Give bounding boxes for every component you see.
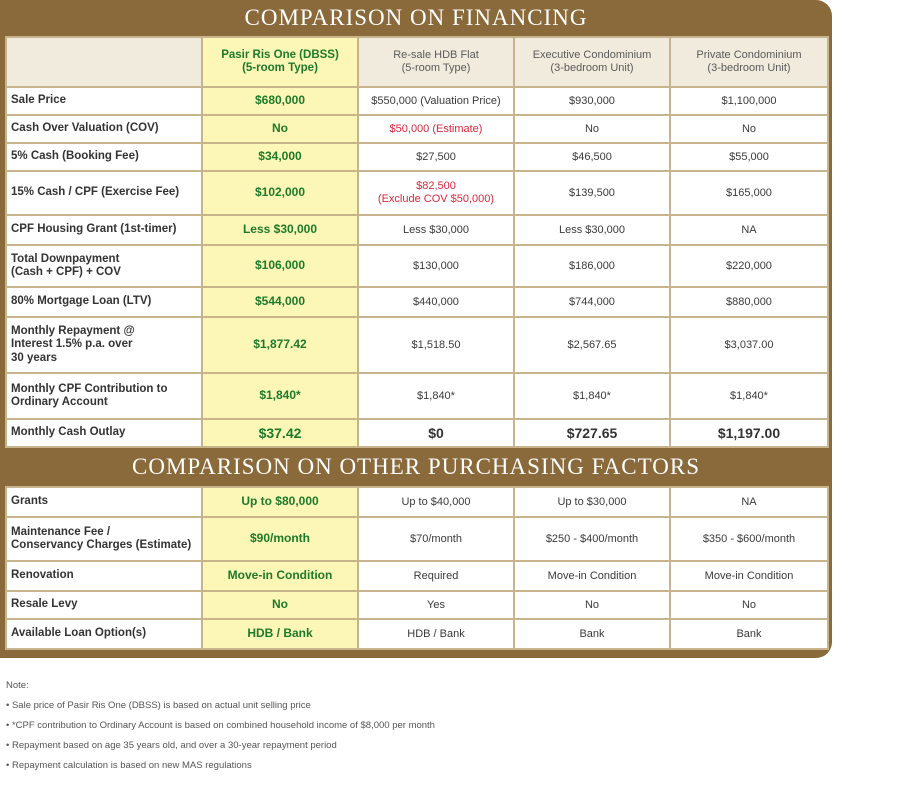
cell-value: $930,000 <box>514 87 670 115</box>
row-label: 15% Cash / CPF (Exercise Fee) <box>6 171 202 215</box>
cell-value: Less $30,000 <box>358 215 514 245</box>
row-label: Grants <box>6 487 202 517</box>
table-row <box>6 215 828 245</box>
row-label: Renovation <box>6 561 202 591</box>
notes-section <box>6 676 435 776</box>
cell-value: $250 - $400/month <box>514 517 670 561</box>
cell-value: $82,500 (Exclude COV $50,000) <box>358 171 514 215</box>
cell-value: $34,000 <box>202 143 358 171</box>
cell-value: $186,000 <box>514 245 670 287</box>
cell-value: Move-in Condition <box>670 561 828 591</box>
financing-table <box>5 36 829 448</box>
row-label: Monthly CPF Contribution to Ordinary Account <box>6 373 202 419</box>
cell-value: $46,500 <box>514 143 670 171</box>
cell-value: $880,000 <box>670 287 828 317</box>
row-label: 80% Mortgage Loan (LTV) <box>6 287 202 317</box>
note-item: • *CPF contribution to Ordinary Account is based on combined household income of $8,000 per month <box>6 720 435 731</box>
cell-value: No <box>670 591 828 619</box>
table-row <box>6 245 828 287</box>
cell-value: $3,037.00 <box>670 317 828 373</box>
cell-value: No <box>202 115 358 143</box>
cell-value: No <box>670 115 828 143</box>
cell-value: No <box>514 591 670 619</box>
table-row <box>6 287 828 317</box>
table-row <box>6 373 828 419</box>
cell-value: $1,840* <box>358 373 514 419</box>
header-executive-condo: Executive Condominium (3-bedroom Unit) <box>514 37 670 87</box>
cell-value: NA <box>670 215 828 245</box>
table-row <box>6 561 828 591</box>
cell-value: No <box>514 115 670 143</box>
cell-value: $544,000 <box>202 287 358 317</box>
cell-value: $27,500 <box>358 143 514 171</box>
other-factors-table <box>5 486 829 650</box>
cell-value: Up to $30,000 <box>514 487 670 517</box>
cell-value: $139,500 <box>514 171 670 215</box>
table-row <box>6 619 828 649</box>
cell-value: $1,100,000 <box>670 87 828 115</box>
row-label: 5% Cash (Booking Fee) <box>6 143 202 171</box>
row-label: Maintenance Fee / Conservancy Charges (Estimate) <box>6 517 202 561</box>
cell-value: $1,840* <box>670 373 828 419</box>
cell-value: $130,000 <box>358 245 514 287</box>
cell-value: Required <box>358 561 514 591</box>
row-label: Available Loan Option(s) <box>6 619 202 649</box>
cell-value: $55,000 <box>670 143 828 171</box>
note-item: • Sale price of Pasir Ris One (DBSS) is based on actual unit selling price <box>6 700 311 711</box>
cell-value: Move-in Condition <box>202 561 358 591</box>
table-row <box>6 171 828 215</box>
cell-value: $744,000 <box>514 287 670 317</box>
other-factors-title: COMPARISON ON OTHER PURCHASING FACTORS <box>132 454 700 479</box>
cell-value: HDB / Bank <box>202 619 358 649</box>
cell-value: Bank <box>514 619 670 649</box>
row-label: Resale Levy <box>6 591 202 619</box>
table-row <box>6 143 828 171</box>
cell-value: $70/month <box>358 517 514 561</box>
cell-value: Up to $80,000 <box>202 487 358 517</box>
cell-value: $102,000 <box>202 171 358 215</box>
cell-value: $350 - $600/month <box>670 517 828 561</box>
table-row <box>6 87 828 115</box>
note-title: Note: <box>6 680 29 691</box>
cell-value: $0 <box>358 419 514 447</box>
cell-value: HDB / Bank <box>358 619 514 649</box>
note-item: • Repayment calculation is based on new MAS regulations <box>6 760 252 771</box>
header-resale-hdb: Re-sale HDB Flat (5-room Type) <box>358 37 514 87</box>
cell-value: $1,877.42 <box>202 317 358 373</box>
cell-value: $90/month <box>202 517 358 561</box>
cell-value: Yes <box>358 591 514 619</box>
cell-value: $2,567.65 <box>514 317 670 373</box>
cell-value: NA <box>670 487 828 517</box>
cell-value: $1,840* <box>514 373 670 419</box>
header-blank <box>6 37 202 87</box>
table-row <box>6 487 828 517</box>
cell-value: No <box>202 591 358 619</box>
table-row <box>6 115 828 143</box>
cell-value: Move-in Condition <box>514 561 670 591</box>
cell-value: $550,000 (Valuation Price) <box>358 87 514 115</box>
cell-value: $440,000 <box>358 287 514 317</box>
row-label: Total Downpayment (Cash + CPF) + COV <box>6 245 202 287</box>
cell-value: Less $30,000 <box>514 215 670 245</box>
financing-title: COMPARISON ON FINANCING <box>244 5 588 30</box>
table-row <box>6 419 828 447</box>
row-label: CPF Housing Grant (1st-timer) <box>6 215 202 245</box>
row-label: Monthly Cash Outlay <box>6 419 202 447</box>
cell-value: $1,518.50 <box>358 317 514 373</box>
table-row <box>6 591 828 619</box>
cell-value: Up to $40,000 <box>358 487 514 517</box>
cell-value: $50,000 (Estimate) <box>358 115 514 143</box>
cell-value: Bank <box>670 619 828 649</box>
header-private-condo: Private Condominium (3-bedroom Unit) <box>670 37 828 87</box>
cell-value: $727.65 <box>514 419 670 447</box>
cell-value: $37.42 <box>202 419 358 447</box>
cell-value: $1,197.00 <box>670 419 828 447</box>
cell-value: Less $30,000 <box>202 215 358 245</box>
row-label: Sale Price <box>6 87 202 115</box>
header-row <box>6 37 828 87</box>
header-pasir-ris-one: Pasir Ris One (DBSS) (5-room Type) <box>202 37 358 87</box>
cell-value: $220,000 <box>670 245 828 287</box>
table-row <box>6 517 828 561</box>
note-item: • Repayment based on age 35 years old, and over a 30-year repayment period <box>6 740 337 751</box>
row-label: Cash Over Valuation (COV) <box>6 115 202 143</box>
cell-value: $165,000 <box>670 171 828 215</box>
row-label: Monthly Repayment @ Interest 1.5% p.a. over 30 years <box>6 317 202 373</box>
cell-value: $106,000 <box>202 245 358 287</box>
cell-value: $680,000 <box>202 87 358 115</box>
table-row <box>6 317 828 373</box>
cell-value: $1,840* <box>202 373 358 419</box>
